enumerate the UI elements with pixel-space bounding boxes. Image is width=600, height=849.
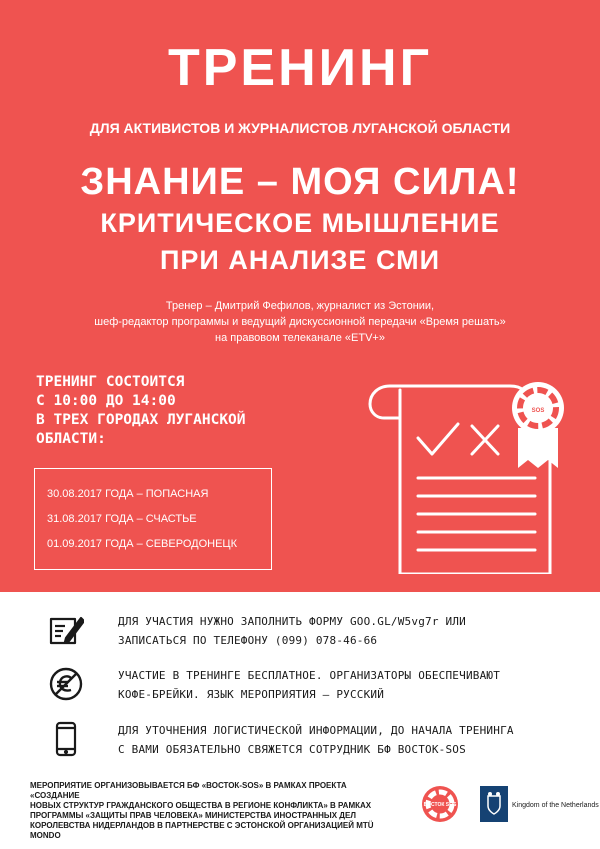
schedule-line-4: ОБЛАСТИ:: [36, 431, 106, 447]
checklist-document-icon: [360, 368, 580, 574]
page-subtitle: ДЛЯ АКТИВИСТОВ И ЖУРНАЛИСТОВ ЛУГАНСКОЙ ОБЛАСТИ: [89, 120, 511, 136]
netherlands-crest-icon: [480, 786, 508, 822]
info-line: УЧАСТИЕ В ТРЕНИНГЕ БЕСПЛАТНОЕ. ОРГАНИЗАТОРЫ ОБЕСПЕЧИВАЮТ: [118, 669, 501, 682]
date-item: 01.09.2017 ГОДА – СЕВЕРОДОНЕЦК: [47, 538, 237, 550]
schedule-line-1: ТРЕНИНГ СОСТОИТСЯ: [36, 374, 185, 390]
trainer-info: [30, 298, 570, 346]
phone-icon: [48, 721, 84, 757]
schedule-block: [36, 373, 336, 449]
info-text-free: [118, 666, 500, 704]
info-line: С ВАМИ ОБЯЗАТЕЛЬНО СВЯЖЕТСЯ СОТРУДНИК БФ ВОСТОК-SOS: [118, 743, 466, 756]
info-line: ДЛЯ УТОЧНЕНИЯ ЛОГИСТИЧЕСКОЙ ИНФОРМАЦИИ, ДО НАЧАЛА ТРЕНИНГА: [118, 724, 514, 737]
schedule-line-2: С 10:00 ДО 14:00: [36, 393, 176, 409]
dates-box: [34, 468, 272, 570]
info-text-contact: [118, 721, 514, 759]
no-money-icon: [48, 666, 84, 702]
page-title: ТРЕНИНГ: [167, 39, 433, 97]
info-line: ЗАПИСАТЬСЯ ПО ТЕЛЕФОНУ (099) 078-46-66: [118, 634, 378, 647]
footer-organizer-text: [30, 781, 390, 841]
vostok-sos-logo: [420, 784, 460, 824]
footer-line: МЕРОПРИЯТИЕ ОРГАНИЗОВЫВАЕТСЯ БФ «ВОСТОК-SOS» В РАМКАХ ПРОЕКТА «СОЗДАНИЕ: [30, 781, 347, 800]
trainer-line-2: шеф-редактор программы и ведущий дискуссионной передачи «Время решать»: [94, 316, 506, 328]
footer-line: ПРОГРАММЫ «ЗАЩИТЫ ПРАВ ЧЕЛОВЕКА» МИНИСТЕРСТВА ИНОСТРАННЫХ ДЕЛ: [30, 811, 356, 820]
date-item: 31.08.2017 ГОДА – СЧАСТЬЕ: [47, 513, 197, 525]
logo-text: ВОСТОК SOS: [423, 802, 457, 808]
headline-line-3: ПРИ АНАЛИЗЕ СМИ: [160, 245, 440, 275]
headline-line-2: КРИТИЧЕСКОЕ МЫШЛЕНИЕ: [100, 208, 500, 238]
info-text-registration: [118, 612, 466, 650]
trainer-line-1: Тренер – Дмитрий Фефилов, журналист из Эстонии,: [165, 300, 435, 312]
trainer-line-3: на правовом телеканале «ETV+»: [215, 332, 385, 344]
info-line: ДЛЯ УЧАСТИЯ НУЖНО ЗАПОЛНИТЬ ФОРМУ GOO.GL/W5vg7r ИЛИ: [118, 615, 466, 628]
date-item: 30.08.2017 ГОДА – ПОПАСНАЯ: [47, 488, 209, 500]
form-pen-icon: [48, 612, 84, 648]
svg-text:SOS: SOS: [531, 408, 545, 414]
schedule-line-3: В ТРЕХ ГОРОДАХ ЛУГАНСКОЙ: [36, 412, 246, 428]
info-line: КОФЕ-БРЕЙКИ. ЯЗЫК МЕРОПРИЯТИЯ – РУССКИЙ: [118, 688, 385, 701]
headline-line-1: ЗНАНИЕ – МОЯ СИЛА!: [80, 161, 520, 203]
footer-line: КОРОЛЕВСТВА НИДЕРЛАНДОВ В ПАРТНЕРСТВЕ С ЭСТОНСКОЙ ОРГАНИЗАЦИЕЙ MTÜ MONDO: [30, 821, 374, 840]
netherlands-label: Kingdom of the Netherlands: [512, 802, 599, 809]
footer-logos: [420, 784, 599, 824]
footer-line: НОВЫХ СТРУКТУР ГРАЖДАНСКОГО ОБЩЕСТВА В РЕГИОНЕ КОНФЛИКТА» В РАМКАХ: [30, 801, 372, 810]
